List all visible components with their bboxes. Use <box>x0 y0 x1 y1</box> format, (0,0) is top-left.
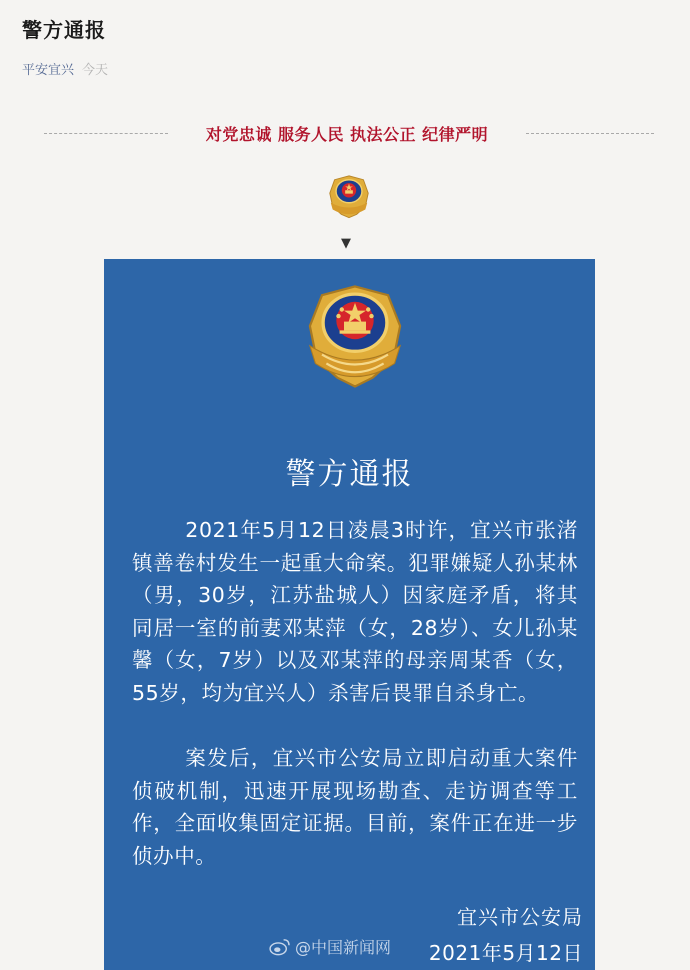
page-title: 警方通报 <box>22 18 106 42</box>
watermark-text: @中国新闻网 <box>295 938 392 957</box>
account-name-link[interactable]: 平安宜兴 <box>22 63 75 78</box>
slogan-text: 对党忠诚 服务人民 执法公正 纪律严明 <box>205 125 489 144</box>
police-emblem-icon <box>300 281 410 393</box>
weibo-icon <box>269 938 291 956</box>
down-triangle-icon: ▼ <box>341 236 351 251</box>
divider-right <box>526 133 654 134</box>
notice-paragraph-1: 2021年5月12日凌晨3时许，宜兴市张渚镇善卷村发生一起重大命案。犯罪嫌疑人孙某林（男，30岁，江苏盐城人）因家庭矛盾，将其同居一室的前妻邓某萍（女，28岁）、女儿孙某馨（女，7岁）以及邓某萍的母亲周某香（女，55岁，均为宜兴人）杀害后畏罪自杀身亡。 <box>132 518 578 705</box>
divider-left <box>44 133 168 134</box>
signature-organization: 宜兴市公安局 <box>457 905 583 929</box>
police-notice-image <box>104 259 595 970</box>
notice-paragraph-2: 案发后，宜兴市公安局立即启动重大案件侦破机制，迅速开展现场勘查、走访调查等工作，全面收集固定证据。目前，案件正在进一步侦办中。 <box>132 746 578 868</box>
news-watermark <box>269 935 391 958</box>
publish-time: 今天 <box>82 63 109 78</box>
notice-title: 警方通报 <box>285 457 414 492</box>
article-meta <box>22 59 108 78</box>
police-emblem-icon <box>325 173 373 221</box>
slogan-banner <box>44 122 654 146</box>
signature-date: 2021年5月12日 <box>428 941 583 965</box>
